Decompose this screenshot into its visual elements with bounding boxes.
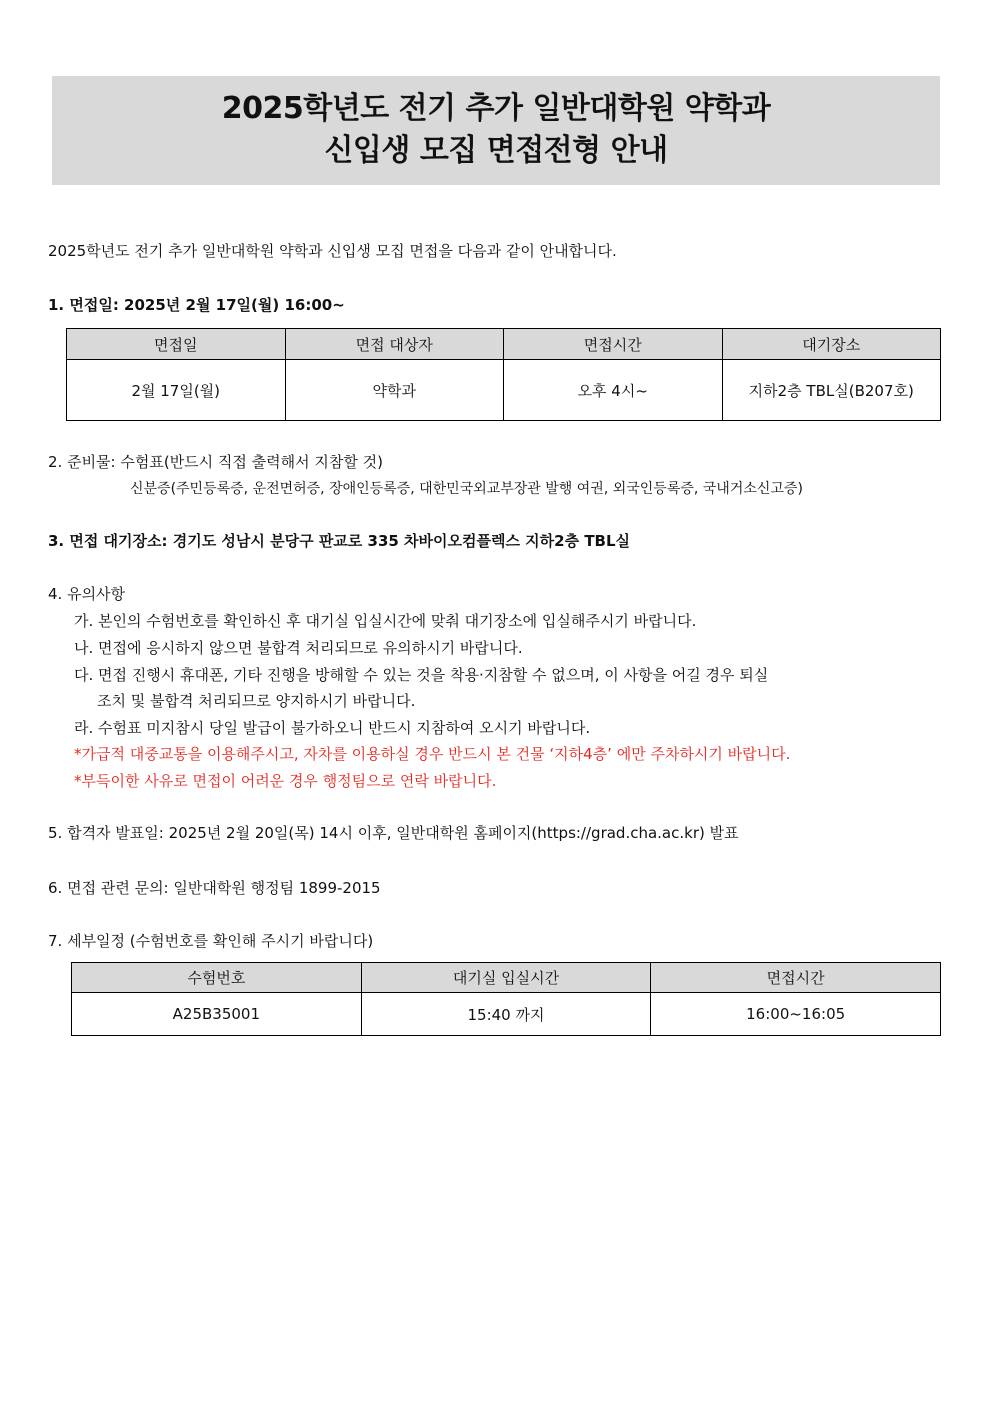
notes-heading: 4. 유의사항 bbox=[48, 585, 126, 603]
materials-line-1: 2. 준비물: 수험표(반드시 직접 출력해서 지참할 것) bbox=[48, 453, 383, 471]
notice-item: 다. 면접 진행시 휴대폰, 기타 진행을 방해할 수 있는 것을 착용·지참할 수 없으며, 이 사항을 어길 경우 퇴실 bbox=[74, 666, 769, 684]
table-cell: 15:40 까지 bbox=[361, 993, 651, 1036]
table-header-cell: 면접 대상자 bbox=[285, 329, 504, 360]
waiting-place-heading: 3. 면접 대기장소: 경기도 성남시 분당구 판교로 335 차바이오컴플렉스 지하2층 TBL실 bbox=[48, 532, 631, 550]
notice-item: 조치 및 불합격 처리되므로 양지하시기 바랍니다. bbox=[97, 692, 416, 710]
table-header-row bbox=[72, 963, 941, 993]
interview-date-heading: 1. 면접일: 2025년 2월 17일(월) 16:00~ bbox=[48, 296, 345, 314]
table-cell: 약학과 bbox=[285, 360, 504, 421]
table-cell: 2월 17일(월) bbox=[67, 360, 286, 421]
table-cell: 16:00~16:05 bbox=[651, 993, 941, 1036]
title-box bbox=[52, 76, 940, 185]
table-header-cell: 대기실 입실시간 bbox=[361, 963, 651, 993]
detail-schedule-heading: 7. 세부일정 (수험번호를 확인해 주시기 바랍니다) bbox=[48, 932, 374, 950]
table-header-cell: 면접일 bbox=[67, 329, 286, 360]
table-cell: 오후 4시~ bbox=[504, 360, 723, 421]
notice-item: 가. 본인의 수험번호를 확인하신 후 대기실 입실시간에 맞춰 대기장소에 입실해주시기 바랍니다. bbox=[74, 612, 697, 630]
notice-item: 나. 면접에 응시하지 않으면 불합격 처리되므로 유의하시기 바랍니다. bbox=[74, 639, 523, 657]
table-header-cell: 대기장소 bbox=[722, 329, 941, 360]
announcement-line: 5. 합격자 발표일: 2025년 2월 20일(목) 14시 이후, 일반대학원 홈페이지(https://grad.cha.ac.kr) 발표 bbox=[48, 824, 739, 842]
table-cell: 지하2층 TBL실(B207호) bbox=[722, 360, 941, 421]
table-header-cell: 수험번호 bbox=[72, 963, 362, 993]
materials-line-2: 신분증(주민등록증, 운전면허증, 장애인등록증, 대한민국외교부장관 발행 여권, 외국인등록증, 국내거소신고증) bbox=[130, 481, 803, 497]
table-row bbox=[72, 993, 941, 1036]
interview-schedule-table bbox=[66, 328, 941, 421]
warning-note: *부득이한 사유로 면접이 어려운 경우 행정팀으로 연락 바랍니다. bbox=[74, 772, 497, 790]
table-cell: A25B35001 bbox=[72, 993, 362, 1036]
table-header-cell: 면접시간 bbox=[651, 963, 941, 993]
table-row bbox=[67, 360, 941, 421]
table-header-row bbox=[67, 329, 941, 360]
title-line-2: 신입생 모집 면접전형 안내 bbox=[324, 133, 668, 168]
warning-note: *가급적 대중교통을 이용해주시고, 자차를 이용하실 경우 반드시 본 건물 ‘지하4층’ 에만 주차하시기 바랍니다. bbox=[74, 745, 791, 763]
table-header-cell: 면접시간 bbox=[504, 329, 723, 360]
detail-schedule-table bbox=[71, 962, 941, 1036]
title-line-1: 2025학년도 전기 추가 일반대학원 약학과 bbox=[221, 91, 771, 126]
notice-item: 라. 수험표 미지참시 당일 발급이 불가하오니 반드시 지참하여 오시기 바랍니다. bbox=[74, 719, 591, 737]
intro-text: 2025학년도 전기 추가 일반대학원 약학과 신입생 모집 면접을 다음과 같이 안내합니다. bbox=[48, 242, 617, 260]
contact-line: 6. 면접 관련 문의: 일반대학원 행정팀 1899-2015 bbox=[48, 879, 381, 897]
